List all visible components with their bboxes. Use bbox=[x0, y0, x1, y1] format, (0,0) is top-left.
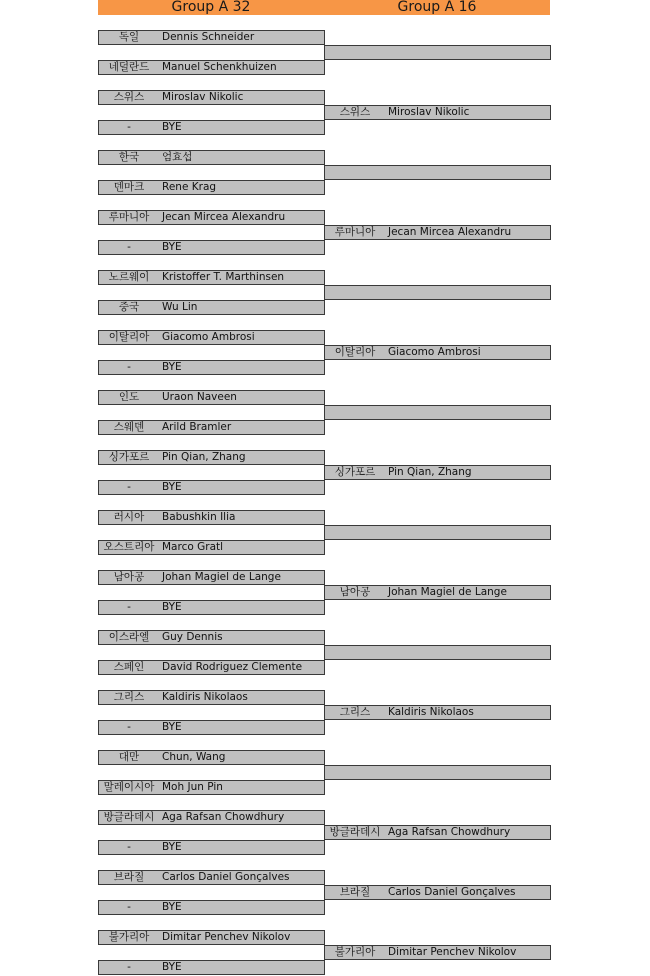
round32-entry bbox=[98, 450, 325, 465]
round16-title: Group A 16 bbox=[397, 0, 477, 15]
country-label: 브라질 bbox=[339, 886, 371, 898]
player-name: Pin Qian, Zhang bbox=[162, 451, 246, 463]
round32-entry bbox=[98, 720, 325, 735]
round32-entry bbox=[98, 270, 325, 285]
round16-empty-slot bbox=[324, 165, 551, 180]
round16-entry bbox=[324, 705, 551, 720]
player-name: Jecan Mircea Alexandru bbox=[162, 211, 286, 223]
round32-entry bbox=[98, 510, 325, 525]
country-label: 스페인 bbox=[113, 661, 145, 673]
round32-entry bbox=[98, 390, 325, 405]
country-label: 불가리아 bbox=[334, 946, 376, 958]
round16-empty-slot bbox=[324, 645, 551, 660]
player-name: Marco Gratl bbox=[162, 541, 224, 553]
round32-entry bbox=[98, 240, 325, 255]
country-label: 루마니아 bbox=[334, 226, 376, 238]
player-name: BYE bbox=[162, 721, 182, 733]
player-name: Babushkin Ilia bbox=[162, 511, 236, 523]
country-label: 덴마크 bbox=[113, 181, 145, 193]
player-name: BYE bbox=[162, 241, 182, 253]
round16-entry bbox=[324, 585, 551, 600]
player-name: Giacomo Ambrosi bbox=[388, 346, 481, 358]
round16-entry bbox=[324, 825, 551, 840]
country-label: 말레이시아 bbox=[103, 781, 155, 793]
round32-entry bbox=[98, 300, 325, 315]
round16-empty-slot bbox=[324, 285, 551, 300]
player-name: Dennis Schneider bbox=[162, 31, 255, 43]
country-label: 방글라데시 bbox=[329, 826, 381, 838]
country-label: 한국 bbox=[118, 151, 140, 163]
player-name: BYE bbox=[162, 961, 182, 973]
round32-entry bbox=[98, 120, 325, 135]
country-label: 이스라엘 bbox=[108, 631, 150, 643]
country-label: 스위스 bbox=[339, 106, 371, 118]
round32-entry bbox=[98, 180, 325, 195]
round32-entry bbox=[98, 480, 325, 495]
round32-entry bbox=[98, 930, 325, 945]
country-label: 대만 bbox=[118, 751, 140, 763]
player-name: Kaldiris Nikolaos bbox=[388, 706, 474, 718]
player-name: BYE bbox=[162, 361, 182, 373]
round32-entry bbox=[98, 420, 325, 435]
round32-title: Group A 32 bbox=[171, 0, 251, 15]
country-label: - bbox=[127, 841, 131, 853]
player-name: Wu Lin bbox=[162, 301, 198, 313]
country-label: 스웨덴 bbox=[113, 421, 145, 433]
round32-entry bbox=[98, 900, 325, 915]
player-name: Carlos Daniel Gonçalves bbox=[388, 886, 516, 898]
country-label: 이탈리아 bbox=[334, 346, 376, 358]
player-name: BYE bbox=[162, 601, 182, 613]
country-label: 루마니아 bbox=[108, 211, 150, 223]
round16-entry bbox=[324, 345, 551, 360]
round32-entry bbox=[98, 540, 325, 555]
country-label: - bbox=[127, 961, 131, 973]
round32-entry bbox=[98, 600, 325, 615]
country-label: - bbox=[127, 241, 131, 253]
round32-entry bbox=[98, 750, 325, 765]
player-name: Aga Rafsan Chowdhury bbox=[162, 811, 285, 823]
round32-entry bbox=[98, 630, 325, 645]
round32-entry bbox=[98, 840, 325, 855]
player-name: Pin Qian, Zhang bbox=[388, 466, 472, 478]
player-name: BYE bbox=[162, 841, 182, 853]
player-name: Giacomo Ambrosi bbox=[162, 331, 255, 343]
player-name: 엄효섭 bbox=[162, 151, 193, 163]
country-label: 남아공 bbox=[339, 586, 371, 598]
player-name: BYE bbox=[162, 121, 182, 133]
round16-empty-slot bbox=[324, 45, 551, 60]
country-label: 남아공 bbox=[113, 571, 145, 583]
player-name: Uraon Naveen bbox=[162, 391, 237, 403]
round32-entry bbox=[98, 210, 325, 225]
country-label: 인도 bbox=[118, 391, 140, 403]
round32-entry bbox=[98, 660, 325, 675]
player-name: Arild Bramler bbox=[162, 421, 232, 433]
country-label: 그리스 bbox=[339, 706, 371, 718]
round32-entry bbox=[98, 570, 325, 585]
round32-entry bbox=[98, 870, 325, 885]
country-label: 싱가포르 bbox=[334, 466, 376, 478]
round32-entry bbox=[98, 810, 325, 825]
player-name: BYE bbox=[162, 481, 182, 493]
player-name: Jecan Mircea Alexandru bbox=[388, 226, 512, 238]
country-label: - bbox=[127, 721, 131, 733]
round32-entry bbox=[98, 90, 325, 105]
player-name: BYE bbox=[162, 901, 182, 913]
round32-entry bbox=[98, 30, 325, 45]
round16-entry bbox=[324, 945, 551, 960]
country-label: 중국 bbox=[118, 301, 140, 313]
round32-entry bbox=[98, 690, 325, 705]
country-label: 그리스 bbox=[113, 691, 145, 703]
country-label: 러시아 bbox=[113, 511, 145, 523]
player-name: Manuel Schenkhuizen bbox=[162, 61, 277, 73]
country-label: 브라질 bbox=[113, 871, 145, 883]
player-name: Miroslav Nikolic bbox=[162, 91, 244, 103]
country-label: 불가리아 bbox=[108, 931, 150, 943]
round32-entry bbox=[98, 780, 325, 795]
country-label: - bbox=[127, 481, 131, 493]
country-label: - bbox=[127, 901, 131, 913]
round16-empty-slot bbox=[324, 765, 551, 780]
country-label: 독일 bbox=[118, 31, 140, 43]
country-label: - bbox=[127, 601, 131, 613]
round16-entry bbox=[324, 105, 551, 120]
player-name: David Rodriguez Clemente bbox=[162, 661, 303, 673]
player-name: Moh Jun Pin bbox=[162, 781, 223, 793]
country-label: - bbox=[127, 361, 131, 373]
player-name: Aga Rafsan Chowdhury bbox=[388, 826, 511, 838]
round32-entry bbox=[98, 330, 325, 345]
country-label: 네덜란드 bbox=[108, 61, 150, 73]
player-name: Guy Dennis bbox=[162, 631, 223, 643]
country-label: 싱가포르 bbox=[108, 451, 150, 463]
player-name: Chun, Wang bbox=[162, 751, 226, 763]
country-label: - bbox=[127, 121, 131, 133]
bracket-header bbox=[98, 0, 550, 15]
country-label: 이탈리아 bbox=[108, 331, 150, 343]
round16-entry bbox=[324, 465, 551, 480]
round32-entry bbox=[98, 150, 325, 165]
player-name: Dimitar Penchev Nikolov bbox=[162, 931, 291, 943]
player-name: Johan Magiel de Lange bbox=[162, 571, 281, 583]
country-label: 방글라데시 bbox=[103, 811, 155, 823]
player-name: Kaldiris Nikolaos bbox=[162, 691, 248, 703]
round16-empty-slot bbox=[324, 405, 551, 420]
round32-entry bbox=[98, 60, 325, 75]
round32-entry bbox=[98, 960, 325, 975]
round16-empty-slot bbox=[324, 525, 551, 540]
player-name: Dimitar Penchev Nikolov bbox=[388, 946, 517, 958]
country-label: 스위스 bbox=[113, 91, 145, 103]
round16-entry bbox=[324, 885, 551, 900]
player-name: Miroslav Nikolic bbox=[388, 106, 470, 118]
player-name: Kristoffer T. Marthinsen bbox=[162, 271, 285, 283]
country-label: 노르웨이 bbox=[108, 271, 150, 283]
round32-entry bbox=[98, 360, 325, 375]
player-name: Carlos Daniel Gonçalves bbox=[162, 871, 290, 883]
country-label: 오스트리아 bbox=[103, 541, 155, 553]
round16-entry bbox=[324, 225, 551, 240]
player-name: Johan Magiel de Lange bbox=[388, 586, 507, 598]
player-name: Rene Krag bbox=[162, 181, 217, 193]
